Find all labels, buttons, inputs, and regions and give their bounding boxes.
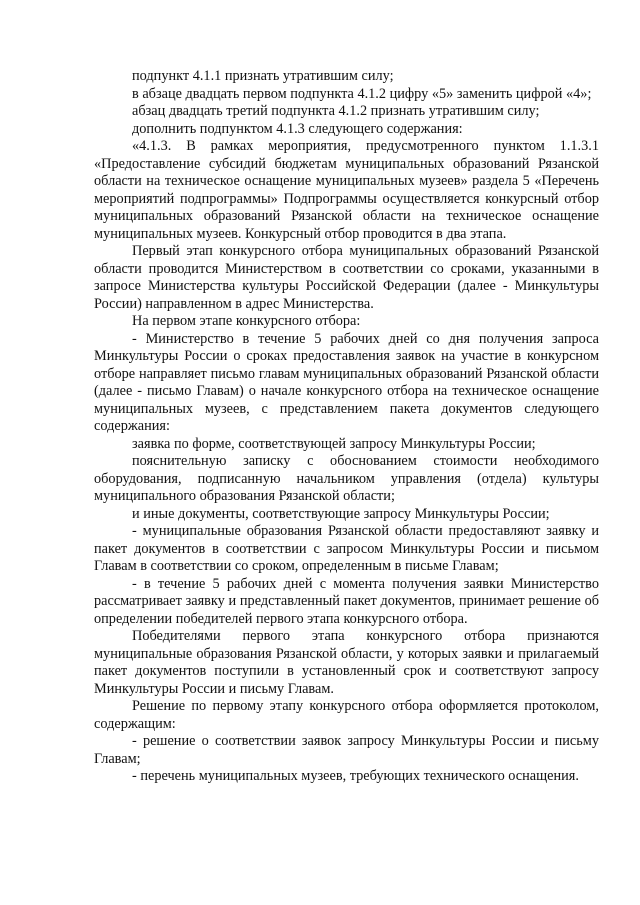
paragraph-15: Решение по первому этапу конкурсного отбора оформляется протоколом, содержащим: <box>94 698 599 732</box>
paragraph-13: - в течение 5 рабочих дней с момента получения заявки Министерство рассматривает заявку и представленный пакет документов, принимает решение об определении победителей первого этапа конкурсного отбора. <box>94 575 599 627</box>
paragraph-9: заявка по форме, соответствующей запросу Минкультуры России; <box>132 435 536 452</box>
paragraph-8: - Министерство в течение 5 рабочих дней со дня получения запроса Минкультуры России о сроках предоставления заявок на участие в конкурсном отборе направляет письмо главам муниципальных образований Рязанской области (далее - письмо Главам) о начале конкурсного отбора на техническое оснащение муниципальных музеев, с представлением пакета документов следующего содержания: <box>94 330 599 434</box>
paragraph-7: На первом этапе конкурсного отбора: <box>132 313 361 329</box>
document-page <box>94 68 599 786</box>
paragraph-16: - решение о соответствии заявок запросу Минкультуры России и письму Главам; <box>94 733 599 767</box>
paragraph-17: - перечень муниципальных музеев, требующих технического оснащения. <box>132 768 579 784</box>
paragraph-1: подпункт 4.1.1 признать утратившим силу; <box>132 68 394 84</box>
paragraph-6: Первый этап конкурсного отбора муниципальных образований Рязанской области проводится Министерством в соответствии со сроками, указанными в запросе Министерства культуры Российской Федерации (далее - Минкультуры России) направленном в адрес Министерства. <box>94 243 599 312</box>
paragraph-2: в абзаце двадцать первом подпункта 4.1.2 цифру «5» заменить цифрой «4»; <box>132 85 592 102</box>
paragraph-12: - муниципальные образования Рязанской области предоставляют заявку и пакет документов в соответствии с запросом Минкультуры России и письмом Главам в соответствии со сроком, определенным в письме Главам; <box>94 523 599 574</box>
paragraph-3: абзац двадцать третий подпункта 4.1.2 признать утратившим силу; <box>132 103 540 119</box>
paragraph-11: и иные документы, соответствующие запросу Минкультуры России; <box>132 505 550 522</box>
paragraph-5: «4.1.3. В рамках мероприятия, предусмотренного пунктом 1.1.3.1 «Предоставление субсидий бюджетам муниципальных образований Рязанской области на техническое оснащение муниципальных музеев» раздела 5 «Перечень мероприятий подпрограммы» Подпрограммы осуществляется конкурсный отбор муниципальных образований Рязанской области на техническое оснащение муниципальных музеев. Конкурсный отбор проводится в два этапа. <box>94 138 599 242</box>
paragraph-4: дополнить подпунктом 4.1.3 следующего содержания: <box>132 120 463 137</box>
paragraph-10: пояснительную записку с обоснованием стоимости необходимого оборудования, подписанную начальником управления (отдела) культуры муниципального образования Рязанской области; <box>94 453 599 504</box>
paragraph-14: Победителями первого этапа конкурсного отбора признаются муниципальные образования Рязанской области, у которых заявки и прилагаемый пакет документов поступили в установленный срок и соответствуют запросу Минкультуры России и письму Главам. <box>94 628 599 697</box>
